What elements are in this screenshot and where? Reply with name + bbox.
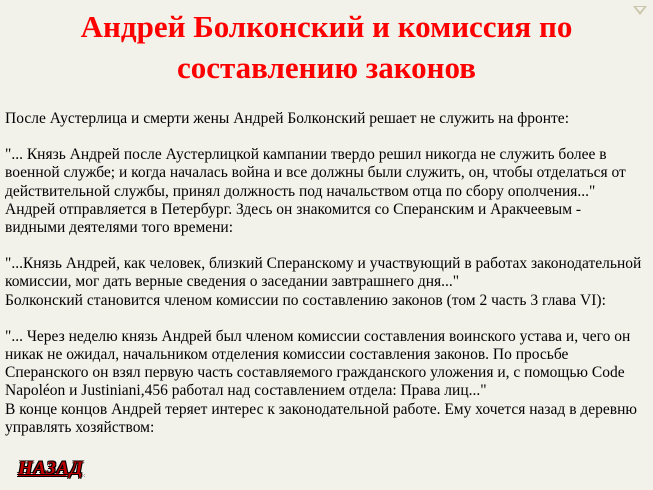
paragraph-intro: После Аустерлица и смерти жены Андрей Болконский решает не служить на фронте: (5, 110, 569, 127)
paragraph-commission: Болконский становится членом комиссии по составлению законов (том 2 часть 3 глава VI): (5, 291, 606, 309)
paragraph-quote-1: "... Князь Андрей после Аустерлицкой кампании твердо решил никогда не служить более в военной службе; и когда началась война и все должны были служить, он, чтобы отделаться от действительной службы, принял должность под начальством отца по сбору ополчения..." (5, 146, 626, 200)
title-line-1: Андрей Болконский и комиссия по (80, 9, 573, 44)
paragraph-petersburg: Андрей отправляется в Петербург. Здесь он знакомится со Сперанским и Аракчеевым - видными деятелями того времени: (5, 200, 582, 237)
back-button[interactable]: НАЗАД (18, 458, 84, 479)
corner-triangle-icon (633, 6, 647, 15)
title-line-2: составлению законов (176, 50, 476, 85)
slide-body (5, 110, 644, 437)
slide-title (20, 6, 633, 88)
paragraph-quote-2: "...Князь Андрей, как человек, близкий Сперанскому и участвующий в работах законодательной комиссии, мог дать верные сведения о заседании завтрашнего дня..." (5, 255, 642, 291)
paragraph-quote-3: "... Через неделю князь Андрей был членом комиссии составления воинского устава и, чего он никак не ожидал, начальником отделения комиссии составления законов. По просьбе Сперанского он взял первую часть составляемого гражданского уложения и, с помощью Code Napoléon и Justiniani,456 работал над составлением отдела: Права лиц..." (5, 327, 631, 400)
paragraph-conclusion: В конце концов Андрей теряет интерес к законодательной работе. Ему хочется назад в деревню управлять хозяйством: (5, 400, 637, 436)
